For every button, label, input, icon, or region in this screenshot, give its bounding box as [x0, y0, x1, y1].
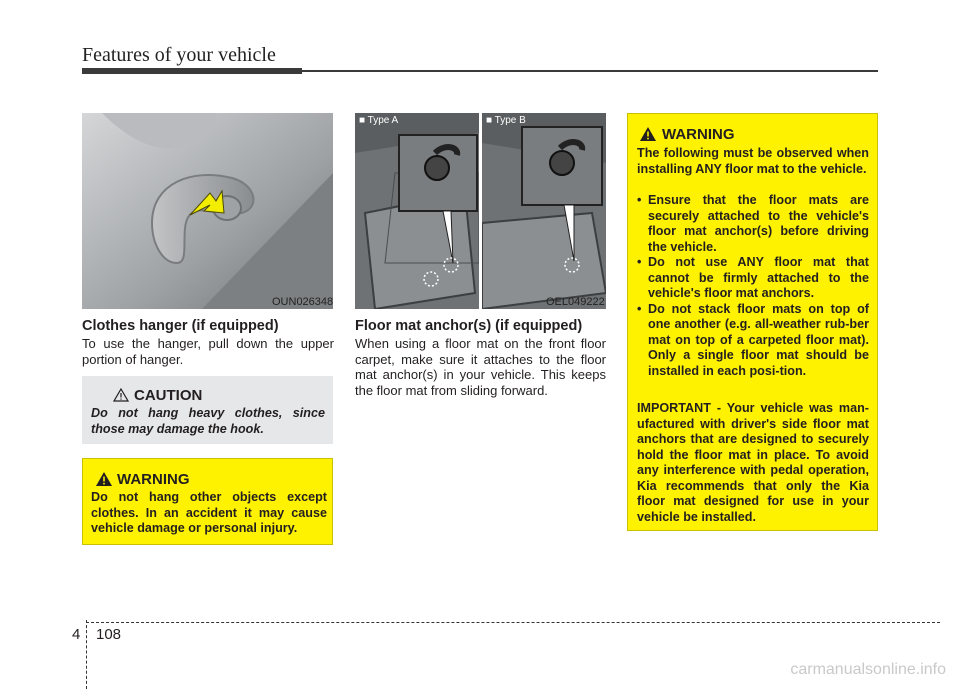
warning-bullet-item — [637, 193, 869, 255]
caution-text: Do not hang heavy clothes, since those may damage the hook. — [91, 406, 325, 436]
section-heading: Floor mat anchor(s) (if equipped) — [355, 318, 583, 334]
footer-rule — [86, 622, 940, 623]
caution-box — [82, 376, 333, 444]
type-b-label: ■ Type B — [486, 115, 526, 126]
footer-divider — [86, 620, 87, 689]
warning-bullet-item — [637, 255, 869, 302]
warning-bullet-item — [637, 302, 869, 380]
warning-text: Do not hang other objects except clothes. In an accident it may cause vehicle damage or personal injury. — [91, 490, 327, 535]
floor-mat-type-a-photo — [355, 113, 479, 309]
page-number: 108 — [96, 626, 122, 643]
warning-intro: The following must be observed when installing ANY floor mat to the vehicle. — [637, 146, 869, 176]
page-header-title: Features of your vehicle — [82, 44, 276, 66]
header-bar — [82, 68, 302, 74]
caution-title: CAUTION — [134, 387, 203, 404]
section-body: When using a floor mat on the front floor carpet, make sure it attaches to the floor mat anchor(s) in your vehicle. This keeps the floor mat from sliding forward. — [355, 336, 606, 398]
type-a-label: ■ Type A — [359, 115, 399, 126]
bullet-icon: • — [637, 301, 642, 316]
warning-box — [82, 458, 333, 545]
warning-bullet-text: Ensure that the floor mats are securely attached to the vehicle's floor mat anchor(s) before driving the vehicle. — [648, 193, 869, 254]
warning-triangle-icon — [95, 471, 113, 487]
warning-triangle-icon — [639, 126, 657, 142]
clothes-hanger-photo — [82, 113, 333, 309]
floor-mat-type-b-photo — [482, 113, 606, 309]
bullet-icon: • — [637, 193, 642, 207]
figure-code: OUN026348 — [272, 296, 334, 308]
bullet-icon: • — [637, 255, 642, 269]
warning-bullet-text: Do not use ANY floor mat that cannot be firmly attached to the vehicle's floor mat anchors. — [648, 255, 869, 300]
section-body: To use the hanger, pull down the upper portion of hanger. — [82, 336, 334, 367]
figure-code: OEL049222 — [546, 296, 605, 308]
watermark: carmanualsonline.info — [790, 661, 946, 678]
warning-title: WARNING — [662, 126, 735, 143]
caution-triangle-icon — [113, 388, 129, 402]
floor-mat-warning-box — [627, 113, 878, 531]
warning-important: IMPORTANT - Your vehicle was man-ufactured with driver's side floor mat anchors that are designed to securely hold the floor mat in place. To avoid any interference with pedal operation, Kia recommends that only the Kia floor mat designed for use in your vehicle be installed. — [637, 401, 869, 524]
warning-bullet-text: Do not stack floor mats on top of one another (e.g. all-weather rub-ber mat on top of a carpeted floor mat). Only a single floor mat should be installed in each posi-tion. — [648, 301, 869, 378]
header-rule — [302, 70, 878, 72]
warning-title: WARNING — [117, 471, 190, 488]
warning-bullet-list — [637, 193, 869, 379]
chapter-number: 4 — [72, 626, 81, 643]
section-heading: Clothes hanger (if equipped) — [82, 318, 279, 334]
